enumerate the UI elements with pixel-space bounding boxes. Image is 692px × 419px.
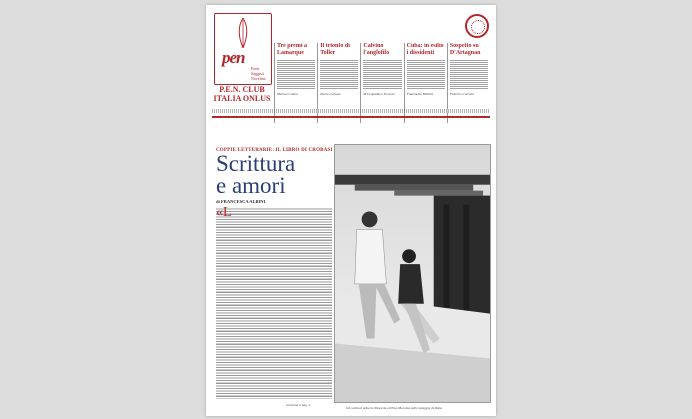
logo-text: pen: [222, 48, 245, 67]
club-name: [212, 85, 272, 103]
article-body-text: [216, 207, 332, 399]
article-headline: [216, 153, 295, 197]
club-name-line1: P.E.N. CLUB: [219, 85, 265, 94]
masthead-info-band: [212, 109, 490, 113]
club-name-line2: ITALIA ONLUS: [213, 94, 271, 103]
photo-caption: Gli scrittori Alberto Moravia ed Elsa Morante sulla spiaggia di Ostia: [346, 406, 443, 410]
teaser-body-text: [363, 59, 401, 89]
teaser-body-text: [407, 59, 445, 89]
seal-icon: [465, 14, 489, 38]
continues-note: continua a pag. 2: [286, 403, 311, 407]
teaser-byline: Paolo Calvani: [320, 92, 341, 96]
headline-line1: Scrittura: [216, 151, 296, 176]
teaser-title: Sospetto su D'Artagnan: [449, 43, 481, 56]
pen-logo: [214, 13, 272, 85]
teaser-byline: Marina Caiani: [277, 92, 298, 96]
masthead-rule: [212, 116, 490, 118]
teaser-byline: Federico Gerolio: [449, 92, 475, 96]
newspaper-page: [206, 5, 496, 416]
teaser-title: Calvino l'anglofilo: [363, 43, 390, 56]
teaser-title: Il trionfo di Toller: [320, 43, 350, 56]
teaser-byline: M.Leopaldo e Ernesto: [363, 92, 395, 96]
teaser-body-text: [320, 59, 358, 89]
teaser-title: Tre premi a Lamarque: [277, 43, 307, 56]
teaser-title: Cuba: in esilio i dissidenti: [406, 43, 444, 56]
teaser-byline: Fiammetta Biblioli: [406, 92, 434, 96]
teaser-body-text: [277, 59, 315, 89]
article-photo: [334, 144, 491, 403]
feather-icon: [237, 18, 249, 48]
article-dropcap: «L: [216, 205, 232, 220]
article-kicker: COPPIE LETTERARIE: IL LIBRO DI CROBASI: [216, 148, 333, 153]
headline-line2: e amori: [216, 173, 286, 198]
article-byline: di FRANCESCA ALBINI: [216, 199, 266, 204]
teaser-body-text: [450, 59, 488, 89]
logo-subtitle: Poeti Saggisti Novelisti: [251, 66, 266, 81]
